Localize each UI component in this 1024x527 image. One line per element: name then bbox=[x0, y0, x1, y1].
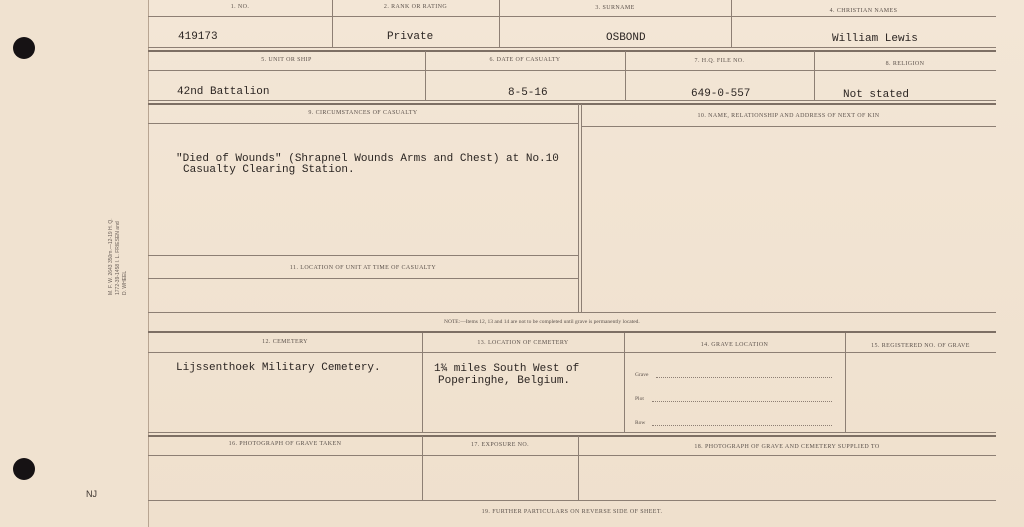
rank-value: Private bbox=[387, 31, 434, 43]
punch-hole-top bbox=[13, 37, 35, 59]
printer-imprint: M. F. W. 2643 350m.—12-19 H. Q. 1772-39-1458 I. L. FRIESEN and D. WHEEL bbox=[108, 218, 128, 295]
exposure-label: 17. EXPOSURE NO. bbox=[470, 442, 530, 448]
hq-file-label: 7. H.Q. FILE NO. bbox=[694, 58, 745, 64]
christian-names-value: William Lewis bbox=[832, 33, 918, 45]
date-label: 6. DATE OF CASUALTY bbox=[489, 57, 561, 63]
photo-supplied-label: 18. PHOTOGRAPH OF GRAVE AND CEMETERY SUPPLIED TO bbox=[694, 444, 880, 450]
rank-label: 2. RANK OR RATING bbox=[383, 4, 448, 10]
further-particulars: 19. FURTHER PARTICULARS ON REVERSE SIDE OF SHEET. bbox=[481, 509, 663, 515]
note-text: NOTE:—Items 12, 13 and 14 are not to be completed until grave is permanently located. bbox=[444, 319, 640, 325]
location-unit-label: 11. LOCATION OF UNIT AT TIME OF CASUALTY bbox=[289, 265, 437, 271]
registered-no-label: 15. REGISTERED NO. OF GRAVE bbox=[871, 343, 970, 349]
religion-value: Not stated bbox=[843, 89, 910, 101]
religion-label: 8. RELIGION bbox=[885, 61, 925, 67]
punch-hole-bottom bbox=[13, 458, 35, 480]
unit-label: 5. UNIT OR SHIP bbox=[261, 57, 312, 63]
no-label: 1. NO. bbox=[230, 4, 250, 10]
circumstances-line-1: "Died of Wounds" (Shrapnel Wounds Arms and Chest) at No.10 bbox=[176, 153, 559, 165]
christian-names-label: 4. CHRISTIAN NAMES bbox=[829, 8, 898, 14]
surname-label: 3. SURNAME bbox=[595, 5, 635, 11]
location-cemetery-line-2: Poperinghe, Belgium. bbox=[438, 375, 571, 387]
location-cemetery-line-1: 1¾ miles South West of bbox=[434, 363, 580, 375]
row-field-label: Row bbox=[635, 420, 646, 426]
circumstances-label: 9. CIRCUMSTANCES OF CASUALTY bbox=[308, 110, 418, 116]
unit-value: 42nd Battalion bbox=[177, 86, 270, 98]
photo-taken-label: 16. PHOTOGRAPH OF GRAVE TAKEN bbox=[228, 441, 342, 447]
hq-file-value: 649-0-557 bbox=[691, 88, 751, 100]
grave-location-label: 14. GRAVE LOCATION bbox=[700, 342, 769, 348]
next-of-kin-label: 10. NAME, RELATIONSHIP AND ADDRESS OF NEXT OF KIN bbox=[697, 113, 880, 119]
circumstances-line-2: Casualty Clearing Station. bbox=[183, 164, 355, 176]
no-value: 419173 bbox=[178, 31, 218, 43]
grave-field-label: Grave bbox=[635, 372, 649, 378]
cemetery-value: Lijssenthoek Military Cemetery. bbox=[176, 362, 381, 374]
cemetery-label: 12. CEMETERY bbox=[262, 339, 308, 345]
location-cemetery-label: 13. LOCATION OF CEMETERY bbox=[477, 340, 569, 346]
surname-value: OSBOND bbox=[606, 32, 646, 44]
plot-field-label: Plot bbox=[635, 396, 644, 402]
date-value: 8-5-16 bbox=[508, 87, 548, 99]
initials: NJ bbox=[86, 489, 97, 499]
